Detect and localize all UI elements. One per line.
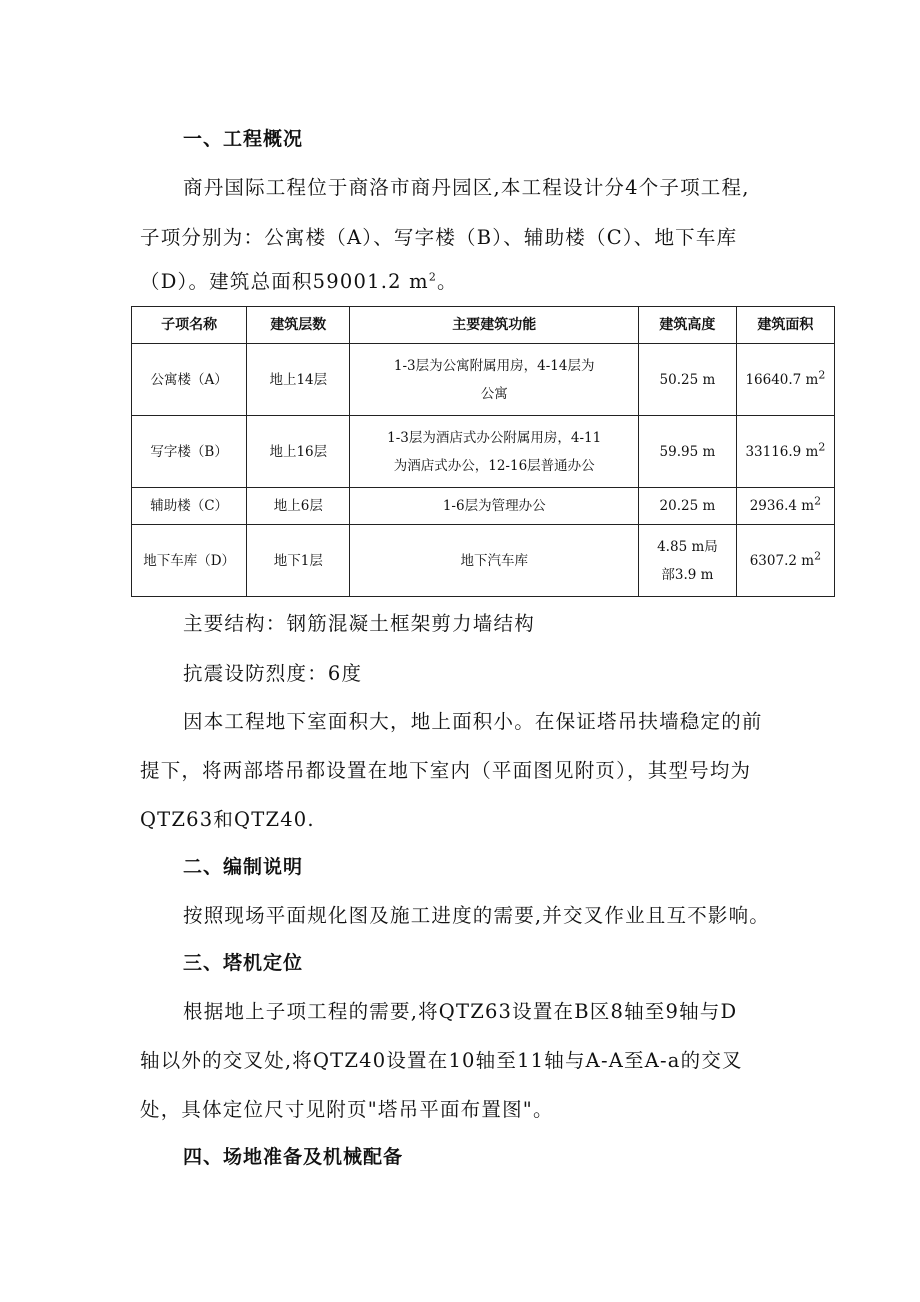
table-header: 子项名称 (132, 307, 247, 344)
cell-floors: 地下1层 (247, 525, 350, 597)
area-value: 2936.4 m (749, 498, 815, 514)
function-line: 为酒店式办公，12-16层普通办公 (393, 457, 595, 474)
table-row (132, 525, 835, 597)
tower-para-line2: 提下，将两部塔吊都设置在地下室内（平面图见附页），其型号均为 (140, 759, 752, 782)
table-row (132, 344, 835, 416)
cell-name: 辅助楼（C） (132, 488, 247, 525)
cell-area (736, 488, 834, 525)
cell-name: 地下车库（D） (132, 525, 247, 597)
cell-area (736, 525, 834, 597)
cell-floors: 地上6层 (247, 488, 350, 525)
cell-name: 写字楼（B） (132, 416, 247, 488)
section3-line2: 轴以外的交叉处,将QTZ40设置在10轴至11轴与A-A至A-a的交叉 (140, 1049, 743, 1072)
area-value: 16640.7 m (745, 371, 819, 388)
structure-text: 主要结构：钢筋混凝土框架剪力墙结构 (183, 612, 535, 635)
table-header: 建筑高度 (639, 307, 737, 344)
overview-line2: 子项分别为：公寓楼（A）、写字楼（B）、辅助楼（C）、地下车库 (140, 226, 738, 249)
section2-text: 按照现场平面规化图及施工进度的需要,并交叉作业且互不影响。 (183, 904, 770, 927)
cell-name: 公寓楼（A） (132, 344, 247, 416)
area-value: 33116.9 m (745, 443, 819, 460)
cell-function: 地下汽车库 (350, 525, 639, 597)
table-header-row (132, 307, 835, 344)
table-row (132, 488, 835, 525)
area-sup: 2 (814, 549, 822, 562)
section3-line1: 根据地上子项工程的需要,将QTZ63设置在B区8轴至9轴与D (183, 1000, 738, 1023)
tower-para-line3: QTZ63和QTZ40. (140, 808, 315, 831)
table-header: 建筑面积 (736, 307, 834, 344)
cell-area (736, 344, 834, 416)
cell-floors: 地上16层 (247, 416, 350, 488)
cell-function (350, 416, 639, 488)
overview-line3-end: 。 (437, 270, 458, 293)
height-line: 4.85 m局 (657, 538, 718, 555)
section2-heading: 二、编制说明 (183, 856, 304, 878)
cell-height: 50.25 m (639, 344, 737, 416)
section4-heading: 四、场地准备及机械配备 (183, 1146, 404, 1168)
area-value: 6307.2 m (749, 552, 815, 569)
table-header: 建筑层数 (247, 307, 350, 344)
area-sup: 2 (818, 440, 826, 453)
cell-function (350, 344, 639, 416)
section3-line3: 处，具体定位尺寸见附页"塔吊平面布置图"。 (140, 1098, 554, 1121)
tower-para-line1: 因本工程地下室面积大，地上面积小。在保证塔吊扶墙稳定的前 (183, 710, 763, 733)
table-row (132, 416, 835, 488)
table-header: 主要建筑功能 (350, 307, 639, 344)
cell-area (736, 416, 834, 488)
overview-line3 (140, 266, 458, 294)
function-line: 公寓 (480, 385, 508, 402)
building-table (131, 306, 835, 597)
section1-heading: 一、工程概况 (183, 128, 304, 150)
area-sup: 2 (818, 368, 826, 381)
function-line: 1-3层为公寓附属用房，4-14层为 (393, 357, 595, 374)
function-line: 1-3层为酒店式办公附属用房，4-11 (387, 429, 602, 446)
cell-height: 59.95 m (639, 416, 737, 488)
seismic-text: 抗震设防烈度：6度 (183, 662, 363, 685)
height-line: 部3.9 m (661, 566, 714, 583)
cell-function: 1-6层为管理办公 (350, 488, 639, 525)
cell-height: 20.25 m (639, 488, 737, 525)
area-sup: 2 (814, 494, 822, 508)
cell-floors: 地上14层 (247, 344, 350, 416)
overview-line1: 商丹国际工程位于商洛市商丹园区,本工程设计分4个子项工程, (183, 176, 750, 199)
area-unit-sup: 2 (428, 270, 438, 284)
section3-heading: 三、塔机定位 (183, 952, 304, 974)
total-area-text: （D）。建筑总面积59001.2 m (140, 270, 429, 293)
cell-height (639, 525, 737, 597)
